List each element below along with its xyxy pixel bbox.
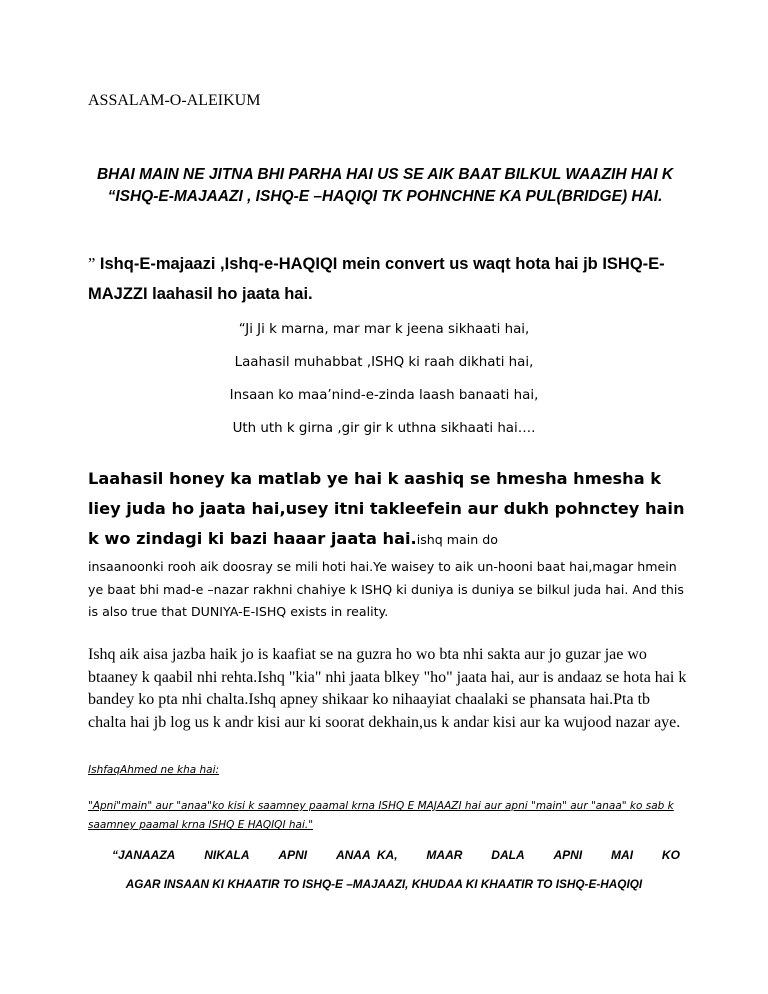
laahasil-paragraph xyxy=(88,464,688,624)
janaaza-line xyxy=(112,848,680,862)
janaaza-word: ANAA KA, xyxy=(335,848,398,862)
poem-line: “Ji Ji k marna, mar mar k jeena sikhaati hai, xyxy=(238,322,530,337)
laahasil-inline-text: ishq main do xyxy=(416,532,498,547)
janaaza-word: MAAR xyxy=(426,848,463,862)
poem-line: Insaan ko maa’nind-e-zinda laash banaati hai, xyxy=(229,388,539,403)
laahasil-rest-text: insaanoonki rooh aik doosray se mili hoti hai.Ye waisey to aik un-hooni baat hai,magar hmein ye baat bhi mad-e –nazar rakhni chahiye k ISHQ ki duniya is duniya se bilkul juda hai. And this is also true that DUNIYA-E-ISHQ exists in reality. xyxy=(88,559,684,619)
janaaza-word: APNI xyxy=(553,848,583,862)
janaaza-word: NIKALA xyxy=(204,848,250,862)
poem xyxy=(0,313,768,445)
statement-paragraph xyxy=(88,249,688,309)
attribution: IshfaqAhmed ne kha hai: xyxy=(88,764,220,776)
poem-line: Laahasil muhabbat ,ISHQ ki raah dikhati hai, xyxy=(234,355,534,370)
janaaza-word: DALA xyxy=(491,848,525,862)
laahasil-bold-text: Laahasil honey ka matlab ye hai k aashiq se hmesha hmesha k liey juda ho jaata hai,usey itni takleefein aur dukh pohnctey hain k wo zindagi ki bazi haaar jaata hai. xyxy=(88,469,685,548)
janaaza-word: KO xyxy=(661,848,680,862)
janaaza-word: MAI xyxy=(611,848,634,862)
janaaza-word: APNI xyxy=(278,848,308,862)
statement-quote-mark: ” xyxy=(88,254,96,273)
ishq-paragraph: Ishq aik aisa jazba haik jo is kaafiat se na guzra ho wo bta nhi sakta aur jo guzar jae wo btaaney k qaabil nhi rehta.Ishq "kia" nhi jaata blkey "ho" jaata hai, aur is andaaz se hota hai k bandey ko pta nhi chalta.Ishq apney shikaar ko nihaayiat chaalaki se phansata hai.Pta tb chalta hai jb log us k andr kisi aur ki soorat dekhain,us k andar kisi aur ka wujood nazar aye. xyxy=(88,646,687,731)
janaaza-word: “JANAAZA xyxy=(112,848,176,862)
statement-text: Ishq-E-majaazi ,Ishq-e-HAQIQI mein convert us waqt hota hai jb ISHQ-E-MAJZZI laahasil ho jaata hai. xyxy=(88,255,665,303)
closing-line: AGAR INSAAN KI KHAATIR TO ISHQ-E –MAJAAZI, KHUDAA KI KHAATIR TO ISHQ-E-HAQIQI xyxy=(125,877,643,891)
poem-line: Uth uth k girna ,gir gir k uthna sikhaati hai…. xyxy=(232,421,536,436)
greeting: ASSALAM-O-ALEIKUM xyxy=(88,92,261,109)
ishfaq-quote: "Apni"main" aur "anaa"ko kisi k saamney paamal krna ISHQ E MAJAAZI hai aur apni "main" aur "anaa" ko sab k saamney paamal krna ISHQ E HAQIQI hai." xyxy=(88,800,674,831)
heading: BHAI MAIN NE JITNA BHI PARHA HAI US SE AIK BAAT BILKUL WAAZIH HAI K “ISHQ-E-MAJAAZI , ISHQ-E –HAQIQI TK POHNCHNE KA PUL(BRIDGE) HAI. xyxy=(96,166,674,205)
